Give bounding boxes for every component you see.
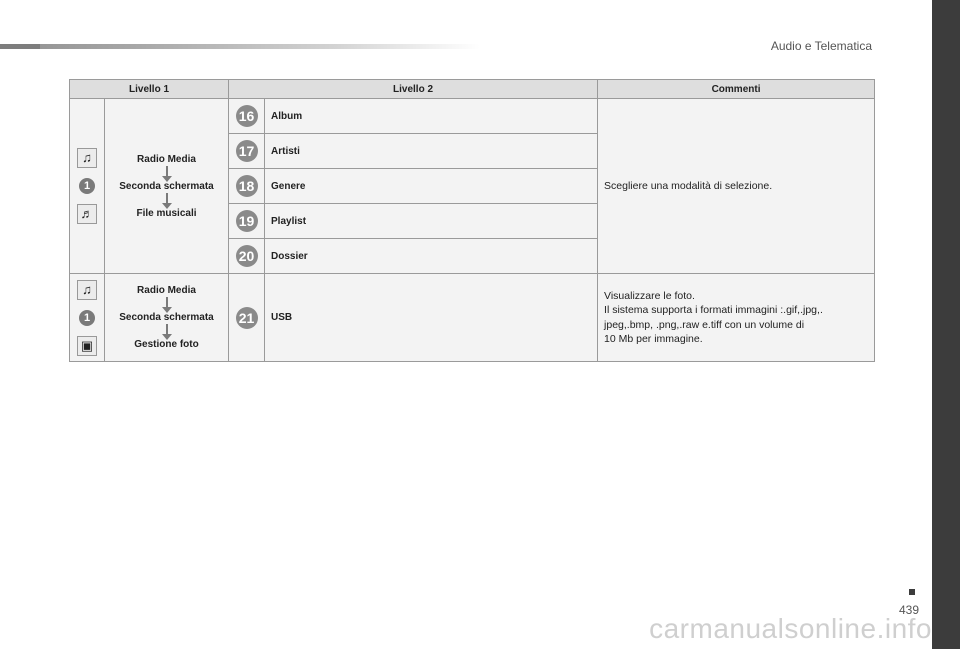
level-number-badge: 1 xyxy=(79,310,95,326)
comment-cell: Scegliere una modalità di selezione. xyxy=(598,99,875,274)
item-number-badge: 17 xyxy=(236,140,258,162)
music-note-icon: ♫ xyxy=(77,148,97,168)
section-title: Audio e Telematica xyxy=(770,39,872,53)
comment-cell xyxy=(598,274,875,362)
path-step-second-screen: Seconda schermata xyxy=(119,312,214,323)
header-rule xyxy=(0,44,480,49)
level1-path-cell xyxy=(105,274,229,362)
page-marker xyxy=(909,589,915,595)
item-label-playlist: Playlist xyxy=(265,204,598,239)
table-row xyxy=(70,99,875,134)
comment-line: jpeg,.bmp, .png,.raw e.tiff con un volume di xyxy=(604,318,805,331)
down-arrow-icon xyxy=(166,324,168,338)
column-header-level2: Livello 2 xyxy=(229,80,598,99)
item-number-cell xyxy=(229,134,265,169)
down-arrow-icon xyxy=(166,193,168,207)
path-step-radio-media: Radio Media xyxy=(137,153,196,165)
music-notes-icon: ♬ xyxy=(77,204,97,224)
item-number-badge: 21 xyxy=(236,307,258,329)
path-step-photo-management: Gestione foto xyxy=(134,339,199,350)
column-header-comments: Commenti xyxy=(598,80,875,99)
path-step-second-screen: Seconda schermata xyxy=(119,180,214,192)
down-arrow-icon xyxy=(166,297,168,311)
level-number-badge: 1 xyxy=(79,178,95,194)
music-note-icon: ♫ xyxy=(77,280,97,300)
level1-icons-cell xyxy=(70,274,105,362)
item-label-usb: USB xyxy=(265,274,598,362)
column-header-level1: Livello 1 xyxy=(70,80,229,99)
side-tab-bar xyxy=(932,0,960,649)
table-header-row xyxy=(70,80,875,99)
item-number-badge: 18 xyxy=(236,175,258,197)
level1-path-cell xyxy=(105,99,229,274)
page-number: 439 xyxy=(899,603,920,617)
item-number-badge: 16 xyxy=(236,105,258,127)
item-number-badge: 20 xyxy=(236,245,258,267)
item-number-badge: 19 xyxy=(236,210,258,232)
comment-line: Il sistema supporta i formati immagini :.gif,.jpg,. xyxy=(604,304,823,316)
item-number-cell xyxy=(229,239,265,274)
watermark: carmanualsonline.info xyxy=(649,613,932,644)
item-label-folder: Dossier xyxy=(265,239,598,274)
comment-line: Visualizzare le foto. xyxy=(604,289,695,302)
item-label-artists: Artisti xyxy=(265,134,598,169)
path-step-music-files: File musicali xyxy=(136,207,197,219)
path-step-radio-media: Radio Media xyxy=(137,285,196,296)
item-number-cell xyxy=(229,204,265,239)
item-number-cell xyxy=(229,99,265,134)
item-number-cell xyxy=(229,169,265,204)
item-label-genre: Genere xyxy=(265,169,598,204)
level1-icons-cell xyxy=(70,99,105,274)
menu-table xyxy=(69,79,875,362)
down-arrow-icon xyxy=(166,166,168,180)
item-label-album: Album xyxy=(265,99,598,134)
table-row xyxy=(70,274,875,362)
item-number-cell xyxy=(229,274,265,362)
comment-line: 10 Mb per immagine. xyxy=(604,333,703,345)
photo-icon: ▣ xyxy=(77,336,97,356)
